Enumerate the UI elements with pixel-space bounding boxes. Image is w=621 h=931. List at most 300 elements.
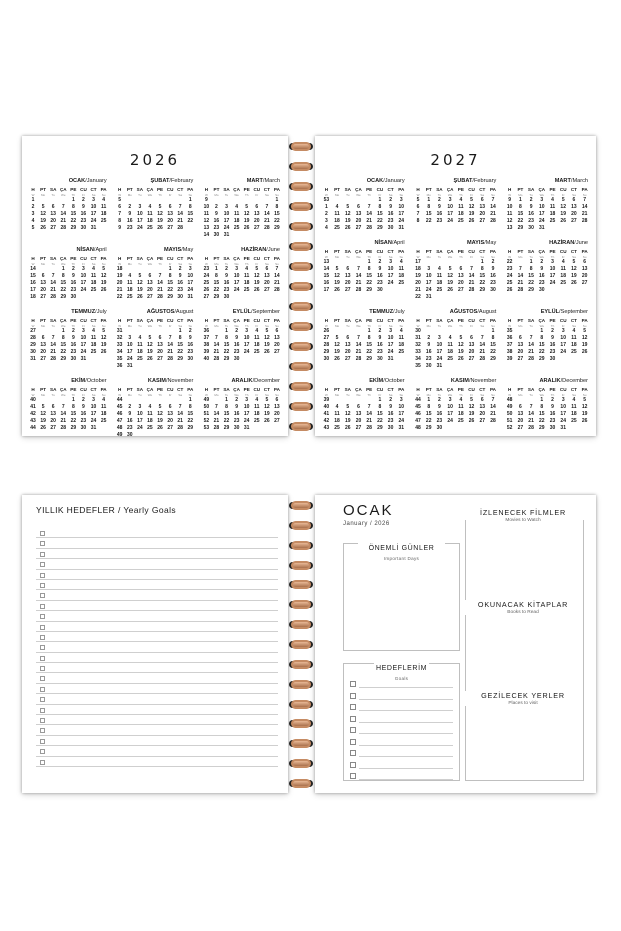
goal-line[interactable] [36, 715, 278, 725]
weekday-subheader: Fr [561, 393, 565, 397]
goal-checkbox[interactable] [350, 681, 356, 687]
weekday-subheader: W [31, 193, 35, 197]
week-number: 23 [506, 266, 513, 272]
day-cell [385, 287, 396, 294]
weekday-header: CU [253, 318, 261, 323]
goal-checkbox[interactable] [40, 666, 45, 671]
month-name: ARALIK/December [539, 378, 588, 384]
day-cell: 28 [366, 425, 372, 431]
month-name-tr: EKİM [71, 378, 86, 384]
weekday-subheader: Mo [426, 393, 431, 397]
goal-line[interactable] [36, 642, 278, 652]
goal-line[interactable] [36, 757, 278, 767]
day-cell: 2 [491, 259, 495, 265]
weekday-subheader: W [508, 193, 512, 197]
day-cell: 31 [560, 425, 566, 431]
day-cell: 10 [137, 411, 143, 417]
weekday-subheader: Fr [378, 393, 382, 397]
goal-checkbox[interactable] [350, 693, 356, 699]
day-cell: 19 [264, 411, 270, 417]
week-number: 5 [31, 225, 35, 231]
day-cell: 29 [223, 356, 230, 362]
week-number: 24 [203, 273, 210, 279]
day-cell: 6 [470, 335, 473, 341]
goal-checkbox[interactable] [350, 762, 356, 768]
day-cell: 26 [40, 225, 46, 231]
weekday-header: SA [436, 318, 443, 323]
day-cell: 19 [334, 349, 340, 355]
goal-checkbox[interactable] [40, 541, 45, 546]
day-cell: 31 [80, 356, 87, 362]
weekday-header: PA [273, 187, 280, 192]
day-cell: 21 [60, 218, 67, 224]
goal-line[interactable] [36, 622, 278, 632]
day-cell: 3 [188, 266, 192, 272]
day-cell: 7 [178, 404, 182, 410]
weekday-header: CU [376, 387, 384, 392]
week-number: 31 [116, 328, 123, 334]
weekday-subheader: Fr [255, 262, 259, 266]
day-cell: 17 [90, 211, 97, 217]
goal-checkbox[interactable] [350, 739, 356, 745]
day-cell: 14 [490, 404, 496, 410]
goal-checkbox[interactable] [40, 573, 45, 578]
goal-line[interactable] [36, 538, 278, 548]
day-cell: 5 [265, 328, 269, 334]
day-cell [579, 225, 590, 232]
goal-line[interactable] [36, 528, 278, 538]
day-cell: 11 [571, 335, 577, 341]
day-cell: 4 [572, 328, 576, 334]
weekday-subheader: Su [491, 324, 495, 328]
weekday-subheader: We [61, 324, 66, 328]
week-number: 53 [203, 425, 210, 431]
goal-checkbox[interactable] [40, 645, 45, 650]
goal-line[interactable] [359, 756, 453, 757]
week-number: 49 [203, 397, 210, 403]
weekday-subheader: Su [399, 393, 404, 397]
month-name: KASIM/November [450, 378, 497, 384]
spiral-ring [290, 700, 312, 709]
day-cell: 5 [583, 397, 587, 403]
day-cell: 21 [60, 418, 67, 424]
day-cell: 15 [490, 342, 496, 348]
day-cell [353, 259, 364, 266]
weekday-subheader: Fr [561, 255, 565, 259]
day-cell: 18 [126, 287, 133, 293]
goal-checkbox[interactable] [40, 739, 45, 744]
weekday-header: CT [387, 187, 394, 192]
day-cell: 12 [264, 335, 270, 341]
weekday-header: PA [100, 387, 107, 392]
day-cell: 17 [187, 280, 194, 286]
weekday-header: CU [253, 187, 261, 192]
weekday-subheader: W [31, 262, 35, 266]
day-cell: 20 [40, 349, 46, 355]
day-cell: 19 [264, 342, 270, 348]
day-cell: 8 [178, 335, 182, 341]
day-cell: 21 [355, 349, 362, 355]
day-cell: 1 [275, 197, 279, 203]
weekday-subheader: Tu [224, 262, 229, 266]
day-cell: 29 [539, 425, 545, 431]
weekday-subheader: W [118, 262, 122, 266]
weekday-header: SA [436, 387, 443, 392]
day-cell: 20 [355, 218, 362, 224]
week-number: 40 [323, 404, 330, 410]
weekday-subheader: Tu [346, 393, 350, 397]
weekday-subheader: W [118, 193, 122, 197]
goal-line[interactable] [36, 590, 278, 600]
day-grid [28, 386, 109, 432]
goal-line[interactable] [36, 684, 278, 694]
day-cell: 18 [458, 411, 464, 417]
day-cell: 27 [479, 218, 486, 224]
week-number: 20 [116, 280, 123, 286]
day-cell: 24 [233, 287, 240, 293]
day-cell: 14 [213, 342, 220, 348]
day-cell: 29 [425, 425, 432, 431]
goals-panel [343, 663, 460, 781]
day-cell: 30 [377, 356, 383, 362]
day-cell [364, 397, 375, 404]
goal-checkbox[interactable] [40, 562, 45, 567]
day-cell: 4 [551, 197, 554, 203]
day-cell: 8 [215, 273, 218, 279]
day-cell: 21 [517, 280, 524, 286]
day-cell: 20 [274, 342, 280, 348]
day-cell: 16 [436, 411, 443, 417]
goal-line[interactable] [359, 722, 453, 723]
day-cell: 2 [540, 259, 544, 265]
weekday-header: H [204, 256, 209, 261]
week-number: 9 [204, 197, 208, 203]
day-cell: 23 [80, 418, 87, 424]
weekday-header: H [118, 256, 122, 261]
day-cell: 5 [158, 204, 162, 210]
day-cell: 28 [167, 356, 173, 362]
day-cell: 8 [61, 273, 65, 279]
day-cell: 3 [128, 335, 132, 341]
day-cell: 26 [458, 356, 464, 362]
day-cell: 7 [357, 266, 360, 272]
day-cell: 2 [551, 328, 554, 334]
week-number: 7 [118, 211, 122, 217]
goal-line[interactable] [36, 653, 278, 663]
books-section [464, 600, 582, 615]
goal-checkbox[interactable] [40, 656, 45, 661]
goal-checkbox[interactable] [350, 750, 356, 756]
month-block [504, 378, 590, 432]
day-cell [125, 397, 135, 404]
day-cell [569, 356, 580, 363]
day-cell: 4 [102, 197, 105, 203]
goal-checkbox[interactable] [40, 697, 45, 702]
day-cell: 2 [389, 197, 392, 203]
day-cell: 1 [188, 197, 192, 203]
week-number: 26 [203, 287, 210, 293]
day-cell: 22 [70, 418, 77, 424]
weekday-subheader: Su [188, 393, 193, 397]
day-cell: 4 [235, 204, 238, 210]
weekday-subheader: Tu [346, 193, 350, 197]
weekday-subheader: We [447, 393, 453, 397]
day-cell: 2 [178, 266, 182, 272]
day-cell: 26 [253, 287, 260, 293]
weekday-header: H [324, 387, 329, 392]
weekday-subheader: W [416, 393, 420, 397]
goal-line[interactable] [359, 779, 453, 780]
weekday-subheader: Tu [51, 393, 55, 397]
day-cell: 26 [147, 356, 153, 362]
month-name: KASIM/November [147, 378, 194, 384]
day-cell: 4 [138, 335, 142, 341]
day-cell: 13 [40, 280, 46, 286]
important-days-subtitle: Important Days [383, 556, 420, 561]
spiral-ring [290, 600, 312, 609]
goal-line[interactable] [36, 736, 278, 746]
day-cell: 10 [126, 342, 133, 348]
goal-line[interactable] [36, 705, 278, 715]
day-cell: 8 [168, 273, 172, 279]
goal-line[interactable] [36, 673, 278, 683]
weekday-subheader: We [356, 393, 361, 397]
day-cell: 23 [549, 418, 556, 424]
weekday-subheader: Sa [91, 262, 96, 266]
week-number: 18 [415, 266, 421, 272]
goal-line[interactable] [36, 746, 278, 756]
day-cell: 12 [100, 335, 107, 341]
day-cell: 10 [447, 404, 453, 410]
day-cell: 3 [138, 404, 142, 410]
day-cell: 22 [274, 218, 280, 224]
goal-checkbox[interactable] [40, 625, 45, 630]
day-grid [201, 186, 282, 239]
day-cell: 23 [436, 218, 443, 224]
day-cell: 16 [70, 280, 77, 286]
month-name-en: June [575, 240, 588, 246]
day-cell [488, 363, 499, 370]
weekday-subheader: Mo [41, 193, 46, 197]
day-cell: 13 [253, 211, 260, 217]
weekday-header: PE [549, 387, 556, 392]
day-cell: 2 [82, 197, 85, 203]
day-cell: 2 [128, 404, 132, 410]
day-cell: 17 [398, 411, 405, 417]
month-name-tr: HAZİRAN [549, 240, 575, 246]
goal-checkbox[interactable] [40, 687, 45, 692]
day-cell: 27 [157, 356, 163, 362]
week-number: 31 [415, 335, 421, 341]
goal-checkbox[interactable] [40, 604, 45, 609]
day-cell: 30 [377, 287, 383, 293]
day-cell: 23 [436, 418, 443, 424]
day-cell: 9 [128, 411, 132, 417]
day-cell: 17 [447, 411, 453, 417]
spiral-binding [288, 136, 315, 436]
month-name-tr: HAZİRAN [241, 247, 267, 253]
goal-checkbox[interactable] [40, 728, 45, 733]
day-cell: 25 [90, 349, 97, 355]
day-cell: 17 [447, 211, 453, 217]
day-cell: 28 [60, 425, 67, 431]
day-cell: 3 [235, 266, 238, 272]
goal-line[interactable] [36, 570, 278, 580]
weekday-header: CU [468, 187, 475, 192]
day-cell: 31 [90, 425, 97, 431]
day-cell [272, 356, 282, 363]
day-cell: 28 [50, 356, 56, 362]
day-cell: 19 [253, 280, 260, 286]
month-block [115, 378, 196, 439]
weekday-subheader: Mo [518, 255, 523, 259]
weekday-subheader: Fr [82, 262, 85, 266]
goal-checkbox[interactable] [40, 718, 45, 723]
day-cell: 9 [71, 273, 75, 279]
weekday-header: CT [387, 318, 394, 323]
goal-line[interactable] [36, 580, 278, 590]
day-cell: 17 [436, 349, 443, 355]
day-cell: 20 [479, 411, 486, 417]
goal-checkbox[interactable] [40, 760, 45, 765]
day-cell: 1 [168, 266, 172, 272]
day-cell: 6 [275, 397, 279, 403]
goal-checkbox[interactable] [40, 749, 45, 754]
weekday-header: PA [398, 387, 405, 392]
weekday-header: CU [80, 187, 87, 192]
goal-checkbox[interactable] [40, 593, 45, 598]
goal-checkbox[interactable] [40, 708, 45, 713]
day-cell: 4 [572, 397, 576, 403]
day-cell: 22 [528, 280, 534, 286]
week-number: 12 [506, 218, 513, 224]
goal-line[interactable] [359, 710, 453, 711]
month-name-en: April [393, 240, 405, 246]
day-grid [201, 317, 282, 363]
weekday-header: H [204, 387, 209, 392]
goal-line[interactable] [36, 549, 278, 559]
day-cell: 25 [137, 356, 143, 362]
day-cell [466, 259, 477, 266]
day-cell: 9 [178, 273, 182, 279]
day-cell [252, 294, 262, 301]
goal-checkbox[interactable] [350, 716, 356, 722]
goal-checkbox[interactable] [40, 614, 45, 619]
day-cell: 26 [334, 287, 340, 293]
day-cell: 14 [50, 342, 56, 348]
day-cell: 6 [168, 404, 172, 410]
day-cell [569, 225, 580, 232]
goal-checkbox[interactable] [40, 676, 45, 681]
goal-checkbox[interactable] [40, 552, 45, 557]
day-cell: 29 [177, 356, 183, 362]
day-cell [185, 225, 195, 232]
goal-line[interactable] [36, 611, 278, 621]
goal-line[interactable] [359, 699, 453, 700]
day-cell: 12 [344, 411, 351, 417]
day-cell [466, 328, 477, 335]
goal-line[interactable] [359, 687, 453, 688]
weekday-subheader: W [31, 393, 35, 397]
weekday-header: ÇA [355, 249, 362, 254]
day-cell: 7 [51, 273, 55, 279]
week-number: 17 [323, 287, 330, 293]
goal-checkbox[interactable] [40, 635, 45, 640]
day-cell: 5 [245, 204, 249, 210]
day-cell: 15 [60, 342, 67, 348]
day-cell [342, 197, 353, 204]
goal-line[interactable] [36, 559, 278, 569]
weekday-header: PA [100, 318, 107, 323]
week-number: 18 [116, 266, 123, 272]
weekday-subheader: Th [244, 193, 249, 197]
day-cell: 25 [100, 418, 107, 424]
day-cell: 22 [479, 280, 486, 286]
weekday-subheader: Th [550, 324, 555, 328]
weekday-subheader: Fr [82, 393, 85, 397]
day-cell: 9 [225, 273, 228, 279]
goal-line[interactable] [36, 694, 278, 704]
goal-line[interactable] [36, 601, 278, 611]
weekday-header: PE [70, 318, 77, 323]
weekday-header: PT [334, 187, 340, 192]
day-cell: 13 [355, 211, 362, 217]
day-cell [135, 328, 145, 335]
month-name-tr: MART [554, 178, 571, 184]
goal-checkbox[interactable] [40, 583, 45, 588]
day-cell: 31 [425, 294, 432, 300]
week-number: 3 [324, 218, 328, 224]
goal-line[interactable] [359, 733, 453, 734]
day-cell: 19 [344, 418, 351, 424]
day-cell: 12 [344, 211, 351, 217]
day-cell [434, 259, 445, 266]
goal-checkbox[interactable] [350, 727, 356, 733]
month-name-en: February [473, 178, 497, 184]
day-cell: 25 [233, 225, 240, 231]
weekday-header: CT [177, 318, 184, 323]
spiral-ring [290, 362, 312, 371]
weekday-subheader: Th [459, 324, 463, 328]
weekday-header: PE [366, 318, 373, 323]
day-cell: 17 [233, 280, 240, 286]
goal-line[interactable] [359, 768, 453, 769]
goal-line[interactable] [36, 632, 278, 642]
day-cell: 26 [264, 349, 270, 355]
day-cell [477, 363, 488, 370]
weekday-subheader: Fr [82, 324, 85, 328]
day-cell [58, 197, 68, 204]
goal-line[interactable] [36, 663, 278, 673]
weekday-header: PT [425, 249, 432, 254]
day-cell: 14 [157, 280, 163, 286]
weekday-header: SA [136, 387, 144, 392]
day-cell: 20 [458, 280, 464, 286]
weekday-subheader: Th [158, 262, 162, 266]
goal-checkbox[interactable] [350, 773, 356, 779]
day-cell: 28 [366, 225, 372, 231]
goal-checkbox[interactable] [40, 531, 45, 536]
goal-line[interactable] [359, 745, 453, 746]
week-number: 27 [30, 328, 36, 334]
goal-checkbox[interactable] [350, 704, 356, 710]
day-cell: 12 [468, 404, 475, 410]
weekday-header: PA [100, 256, 107, 261]
day-cell: 15 [528, 273, 534, 279]
day-cell: 12 [157, 411, 163, 417]
day-cell: 29 [490, 356, 496, 362]
goal-line[interactable] [36, 725, 278, 735]
